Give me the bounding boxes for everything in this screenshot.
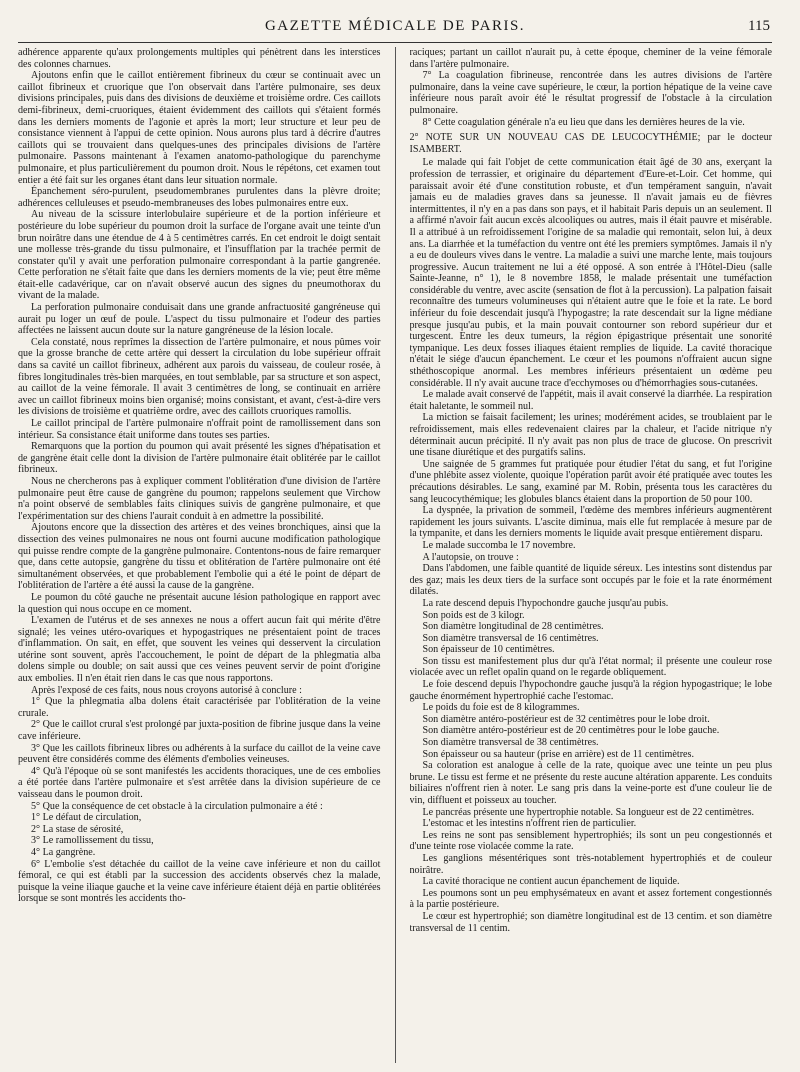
section-author: ISAMBERT. [409, 143, 462, 155]
section-byline: ; par le docteur [697, 132, 772, 144]
paragraph: Le poumon du côté gauche ne présentait aucune lésion pathologique en rapport avec la question qui nous occupe en ce moment. [18, 591, 381, 615]
paragraph: Cela constaté, nous reprîmes la dissection de l'artère pulmonaire, et nous pûmes voir que la grosse branche de cette artère qui dessert la circulation du lobe supérieur offrait dans sa cavité un caillot fibrineux, adhérent aux parois du vaisseau, de couleur rosée, à fibres longitudinales très-bien marquées, en tout semblable, par sa structure et son aspect, au caillot de la veine fémorale. Il avait 3 centimètres de long, se continuait en arrière avec un caillot fibrineux moins bien organisé; moins consistant, et avant, c'est-à-dire vers les divisions de troisième et quatrième ordre, avec des caillots cruoriques ramollis. [18, 336, 381, 418]
paragraph: 7° La coagulation fibrineuse, rencontrée dans les autres divisions de l'artère pulmonaire, dans la veine cave supérieure, le cœur, la portion hépatique de la veine cave inférieure nous paraît avoir été le résultat progressif de l'obstacle à la circulation pulmonaire. [409, 70, 772, 116]
right-column-continuation [410, 47, 773, 128]
paragraph: raciques; partant un caillot n'aurait pu, à cette époque, cheminer de la veine fémorale dans l'artère pulmonaire. [409, 47, 772, 70]
paragraph: Au niveau de la scissure interlobulaire supérieure et de la portion inférieure et postérieure du lobe supérieur du poumon droit la surface de l'organe avait une teinte d'un brun noirâtre dans une étendue de 4 à 5 centimètres carrés. En cet endroit le doigt sentait une mollesse très-grande du tissu pulmonaire, et l'insufflation par la trachée permit de constater qu'il y avait une perforation pulmonaire correspondant à la partie gangrenée. Cette perforation ne s'était faite que dans les derniers moments de la vie; peut être même était-elle cadavérique, car on n'avait observé aucun des signes du pneumothorax du vivant de la malade. [18, 209, 381, 302]
paragraph: La dyspnée, la privation de sommeil, l'œdème des membres inférieurs augmentèrent rapidement les jours suivants. L'ascite diminua, mais elle fut remplacée à mesure par de la tympanite, et dans les derniers moments le liquide avait presque entièrement disparu. [409, 505, 772, 540]
paragraph: Son poids est de 3 kilogr. [422, 609, 525, 621]
paragraph: Le foie descend depuis l'hypochondre gauche jusqu'à la région hypogastrique; le lobe gauche énormément hypertrophié cache l'estomac. [409, 679, 772, 702]
paragraph: 2° La stase de sérosité, [31, 823, 124, 835]
paragraph: Remarquons que la portion du poumon qui avait présenté les signes d'hépatisation et de gangrène était celle dont la division de l'artère pulmonaire était oblitérée par le caillot fibrineux. [18, 441, 381, 476]
paragraph: Les reins ne sont pas sensiblement hypertrophiés; ils sont un peu congestionnés et d'une teinte rose violacée comme la rate. [409, 829, 772, 853]
two-column-body [18, 47, 772, 1063]
paragraph: 6° L'embolie s'est détachée du caillot de la veine cave inférieure et non du caillot fémoral, ce qui est établi par la succession des accidents observés chez la malade, puisque la veine iliaque gauche et la veine cave inférieure étaient déjà en partie oblitérées lorsque se sont montrés les accidents tho- [18, 858, 381, 905]
paragraph: L'examen de l'utérus et de ses annexes ne nous a offert aucun fait qui mérite d'être signalé; les veines utéro-ovariques et hypogastriques ne présentaient point de traces d'inflammation. On sait, en effet, que souvent les veines qui desservent la circulation utérine sont souvent, après l'accouchement, le point de départ de la phlegmatia alba dolens simple ou double; on sait aussi que ces veines peuvent servir de point d'origine aux embolies. Il n'en était rien dans le cas que nous rapportons. [18, 615, 381, 685]
section-number: 2° [409, 132, 419, 144]
paragraph: 8° Cette coagulation générale n'a eu lieu que dans les dernières heures de la vie. [422, 116, 745, 128]
paragraph: Son épaisseur de 10 centimètres. [422, 644, 555, 656]
paragraph: Une saignée de 5 grammes fut pratiquée pour étudier l'état du sang, et fut l'origine d'une phlébite assez violente, quoique l'opération parût avoir été pratiquée avec toutes les précautions désirables. Le sang, examiné par M. Robin, présenta tous les caractères du sang leucocythémique; les globules blancs étaient dans la proportion de 50 pour 100. [409, 458, 772, 505]
page-header [18, 14, 772, 43]
paragraph: L'estomac et les intestins n'offrent rien de particulier. [422, 818, 637, 830]
paragraph: Ajoutons encore que la dissection des artères et des veines bronchiques, ainsi que la dissection des veines pulmonaires ne nous ont fourni aucune modification pathologique qui puisse rendre compte de la gangrène pulmonaire. Contentons-nous de faire remarquer que, dans cette autopsie, gangrène du tissu et oblitération de l'artère pulmonaire ont été simultanément observées, et que probablement l'embolie qui a été le point de départ de l'oblitération de l'artère a été aussi la cause de la gangrène. [18, 522, 381, 592]
paragraph: 4° La gangrène. [31, 846, 96, 858]
paragraph: Son diamètre longitudinal de 28 centimètres. [422, 621, 604, 633]
paragraph: 1° Que la phlegmatia alba dolens était caractérisée par l'oblitération de la veine crurale. [18, 696, 381, 719]
paragraph: adhérence apparente qu'aux prolongements multiples qui pénètrent dans les interstices des colonnes charnues. [18, 47, 381, 70]
column-divider [395, 47, 396, 1063]
paragraph: Le poids du foie est de 8 kilogrammes. [422, 702, 580, 714]
paragraph: 5° Que la conséquence de cet obstacle à la circulation pulmonaire a été : [31, 800, 323, 812]
paragraph: 1° Le défaut de circulation, [31, 812, 142, 824]
paragraph: La rate descend depuis l'hypochondre gauche jusqu'au pubis. [422, 597, 669, 609]
running-title: GAZETTE MÉDICALE DE PARIS. [264, 18, 526, 34]
paragraph: Après l'exposé de ces faits, nous nous croyons autorisé à conclure : [31, 684, 302, 696]
section-heading [410, 132, 773, 155]
paragraph: Épanchement séro-purulent, pseudomembranes purulentes dans la plèvre droite; adhérences celluleuses et pseudo-membraneuses des lobes pulmonaires entre eux. [18, 186, 381, 209]
paragraph: La miction se faisait facilement; les urines; modérément acides, se troublaient par le refroidissement, mais elles redevenaient claires par la chaleur, et l'acide nitrique n'y déterminait aucun précipité. Il n'y avait pas non plus de trace de glucose. On prescrivit une tisane diurétique et des purgatifs salins. [409, 412, 772, 459]
paragraph: 3° Le ramollissement du tissu, [31, 835, 154, 847]
right-column [410, 47, 773, 1063]
paragraph: Son diamètre transversal de 16 centimètres. [422, 632, 599, 644]
paragraph: La cavité thoracique ne contient aucun épanchement de liquide. [422, 876, 680, 888]
paragraph: 4° Qu'à l'époque où se sont manifestés les accidents thoraciques, une de ces embolies a été portée dans l'artère pulmonaire et s'est arrêtée dans la division supérieure de ce vaisseau dans le poumon droit. [18, 765, 381, 800]
paragraph: 2° Que le caillot crural s'est prolongé par juxta-position de fibrine jusque dans la veine cave inférieure. [18, 719, 381, 743]
paragraph: 3° Que les caillots fibrineux libres ou adhérents à la surface du caillot de la veine cave peuvent être considérés comme des éléments d'embolies veineuses. [18, 742, 381, 766]
paragraph: Le malade avait conservé de l'appétit, mais il avait conservé la diarrhée. La respiration était haletante, le sommeil nul. [409, 389, 772, 412]
paragraph: Son diamètre transversal de 38 centimètres. [422, 737, 599, 749]
paragraph: Nous ne chercherons pas à expliquer comment l'oblitération d'une division de l'artère pulmonaire peut être cause de gangrène du poumon; rappelons seulement que Virchow n'a point observé de semblables faits cliniques suivis de gangrène pulmonaire, et que l'expérimentation sur des chiens l'aurait conduit à en admettre la possibilité. [18, 475, 381, 522]
paragraph: Sa coloration est analogue à celle de la rate, quoique avec une teinte un peu plus brune. Le tissu est ferme et ne présente du reste aucune altération apparente. Les conduits biliaires n'offrent rien à noter. Le sang pris dans la veine-porte est d'une couleur lie de vin, diffluent et poisseux au toucher. [409, 760, 772, 806]
paragraph: Le pancréas présente une hypertrophie notable. Sa longueur est de 22 centimètres. [422, 806, 755, 818]
article-body [410, 157, 773, 934]
paragraph: La perforation pulmonaire conduisait dans une grande anfractuosité gangréneuse qui aurait pu loger un œuf de poule. L'aspect du tissu pulmonaire et l'odeur des parties affectées ne laissent aucun doute sur la nature gangréneuse de la lésion locale. [18, 302, 381, 337]
paragraph: A l'autopsie, on trouve : [422, 551, 519, 563]
paragraph: Le caillot principal de l'artère pulmonaire n'offrait point de ramollissement dans son intérieur. Sa consistance était uniforme dans toutes ses parties. [18, 418, 381, 441]
section-title: NOTE SUR UN NOUVEAU CAS DE LEUCOCYTHÉMIE [425, 132, 698, 144]
paragraph: Le malade qui fait l'objet de cette communication était âgé de 30 ans, exerçant la profession de terrassier, et originaire du département d'Eure-et-Loir. Cet homme, qui paraissait avoir été d'une constitution robuste, et d'un tempérament sanguin, n'avait jamais eu de maladies graves dans sa jeunesse. Il n'avait jamais eu de fièvres intermittentes, il n'y en a pas dans son pays, et il habitait Paris depuis un an seulement. Il a affirmé n'avoir fait aucun excès alcooliques ou autres, mais il était pauvre et misérable. Il a attribué à un refroidissement l'origine de sa maladie qui remontait, selon lui, à deux ans. La diarrhée et la tuméfaction du ventre ont été les premiers symptômes. Jamais il n'y a eu de douleurs vives dans le ventre. La maladie a suivi une marche lente, mais toujours progressive. Aucun traitement ne lui a été opposé. A son entrée à l'Hôtel-Dieu (salle Sainte-Jeanne, n° 1), le 8 novembre 1858, le malade présentait une tuméfaction considérable du ventre, avec ascite (sensation de flot à la percussion). La palpation faisait reconnaître des tumeurs volumineuses qui n'étaient autre que le foie et la rate. Le bord inférieur du foie descendait jusqu'à l'hypogastre; la rate descendait sur la ligne médiane presque jusqu'au pubis, et la main pouvait contourner son rebord supérieur dur et turgescent. Entre les deux tumeurs, la région épigastrique présentait une sonorité tympanique. Les deux fosses iliaques étaient remplies de liquide. La cavité thoracique n'était le siége d'aucun épanchement. Le cœur et les poumons n'offraient aucun signe sthéthoscopique anormal. Les membres inférieurs présentaient un œdème peu considérable. Il n'y avait aucune trace d'ecchymoses ou d'hémorrhagies sous-cutanées. [409, 157, 772, 389]
paragraph: Le malade succomba le 17 novembre. [422, 539, 576, 551]
paragraph: Les ganglions mésentériques sont très-notablement hypertrophiés et de couleur noirâtre. [409, 852, 772, 876]
paragraph: Son diamètre antéro-postérieur est de 32 centimètres pour le lobe droit. [422, 713, 710, 725]
paragraph: Dans l'abdomen, une faible quantité de liquide séreux. Les intestins sont distendus par des gaz; mais les deux tiers de la surface sont occupés par le foie et la rate énormément dilatés. [409, 563, 772, 598]
paragraph: Son tissu est manifestement plus dur qu'à l'état normal; il présente une couleur rose violacée avec un reflet opalin quand on le regarde obliquement. [409, 655, 772, 679]
paragraph: Son diamètre antéro-postérieur est de 20 centimètres pour le lobe gauche. [422, 725, 720, 737]
left-column [18, 47, 381, 1063]
paragraph: Le cœur est hypertrophié; son diamètre longitudinal est de 13 centim. et son diamètre transversal de 11 centim. [409, 910, 772, 934]
paragraph: Ajoutons enfin que le caillot entièrement fibrineux du cœur se continuait avec un caillot fibrineux et cruorique que l'on observait dans l'artère pulmonaire, ses deux divisions principales, puis dans des divisions de deuxième et troisième ordre. Ces caillots demi-fibrineux, demi-cruoriques, étaient évidemment des caillots qui s'étaient formés dans les derniers moments de l'agonie et après la mort; leur structure et leur peu de consistance viennent à l'appui de cette opinion. Nous aurons plus tard à décrire d'autres caillots qui se trouvaient dans quelques-unes des principales divisions de l'artère pulmonaire. Passons maintenant à l'examen anatomo-pathologique du parenchyme pulmonaire, et plus particulièrement du poumon droit. Nous le répétons, cet examen tout entier a été fait sur les organes étant dans leur situation normale. [18, 70, 381, 186]
page-number: 115 [748, 18, 770, 34]
paragraph: Les poumons sont un peu emphysémateux en avant et assez fortement congestionnés à la partie postérieure. [409, 887, 772, 911]
paragraph: Son épaisseur ou sa hauteur (prise en arrière) est de 11 centimètres. [422, 748, 694, 760]
